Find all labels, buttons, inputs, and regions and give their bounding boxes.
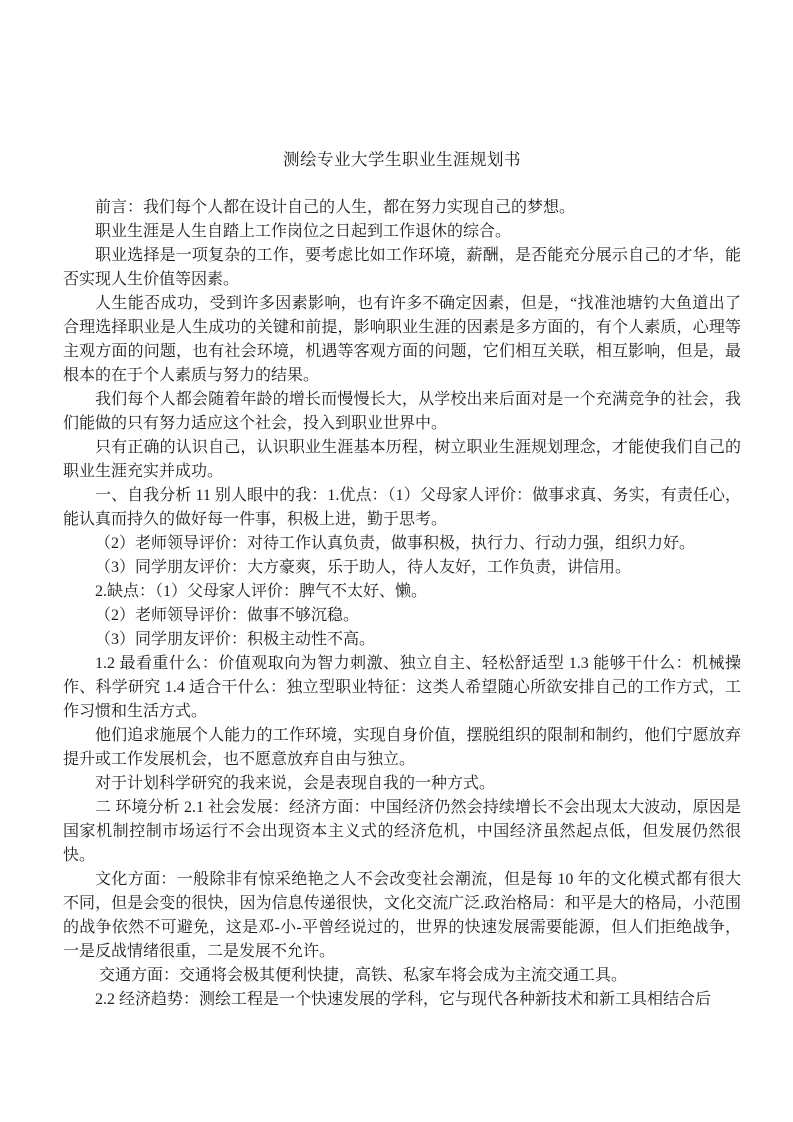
paragraph: 一、自我分析 11 别人眼中的我：1.优点：（1）父母家人评价：做事求真、务实，有责任心，能认真而持久的做好每一件事，积极上进，勤于思考。 [63,487,741,528]
paragraph: 2.缺点：（1）父母家人评价：脾气不太好、懒。 [95,583,428,600]
paragraph: 职业选择是一项复杂的工作，要考虑比如工作环境，薪酬，是否能充分展示自己的才华，能否实现人生价值等因素。 [63,247,741,288]
paragraph: 我们每个人都会随着年龄的增长而慢慢长大，从学校出来后面对是一个充满竞争的社会，我们能做的只有努力适应这个社会，投入到职业世界中。 [63,391,741,432]
paragraph: （2）老师领导评价：做事不够沉稳。 [95,607,360,624]
paragraph: 职业生涯是人生自踏上工作岗位之日起到工作退休的综合。 [95,223,512,240]
paragraph: 1.2 最看重什么：价值观取向为智力刺激、独立自主、轻松舒适型 1.3 能够干什么：机械操作、科学研究 1.4 适合干什么：独立型职业特征：这类人希望随心所欲安排自己的工作方式，工作习惯和生活方式。 [63,655,741,720]
paragraph: 二 环境分析 2.1 社会发展：经济方面：中国经济仍然会持续增长不会出现太大波动，原因是国家机制控制市场运行不会出现资本主义式的经济危机，中国经济虽然起点低，但发展仍然很快。 [63,799,741,864]
paragraph: 人生能否成功，受到许多因素影响，也有许多不确定因素，但是，“找准池塘钓大鱼道出了合理选择职业是人生成功的关键和前提，影响职业生涯的因素是多方面的，有个人素质，心理等主观方面的问题，也有社会环境，机遇等客观方面的问题，它们相互关联，相互影响，但是，最根本的在于个人素质与努力的结果。 [63,295,741,384]
paragraph: 2.2 经济趋势：测绘工程是一个快速发展的学科，它与现代各种新技术和新工具相结合后 [95,991,712,1008]
document-title: 测绘专业大学生职业生涯规划书 [283,150,521,169]
paragraph: （3）同学朋友评价：大方豪爽，乐于助人，待人友好，工作负责，讲信用。 [95,559,632,576]
paragraph: 对于计划科学研究的我来说，会是表现自我的一种方式。 [95,775,496,792]
paragraph: 前言：我们每个人都在设计自己的人生，都在努力实现自己的梦想。 [95,199,576,216]
paragraph: 文化方面：一般除非有惊采绝艳之人不会改变社会潮流，但是每 10 年的文化模式都有很大不同，但是会变的很快，因为信息传递很快，文化交流广泛.政治格局：和平是大的格局，小范围的战争依然不可避免，这是邓-小-平曾经说过的，世界的快速发展需要能源，但人们拒绝战争，一是反战情绪很重，二是发展不允许。 [63,871,741,960]
paragraph: 交通方面：交通将会极其便利快捷，高铁、私家车将会成为主流交通工具。 [95,967,628,984]
document-body [63,196,741,1012]
paragraph: 他们追求施展个人能力的工作环境，实现自身价值，摆脱组织的限制和制约，他们宁愿放弃提升或工作发展机会，也不愿意放弃自由与独立。 [63,727,741,768]
paragraph: （3）同学朋友评价：积极主动性不高。 [95,631,376,648]
paragraph: 只有正确的认识自己，认识职业生涯基本历程，树立职业生涯规划理念，才能使我们自己的职业生涯充实并成功。 [63,439,741,480]
paragraph: （2）老师领导评价：对待工作认真负责，做事积极，执行力、行动力强，组织力好。 [95,535,696,552]
